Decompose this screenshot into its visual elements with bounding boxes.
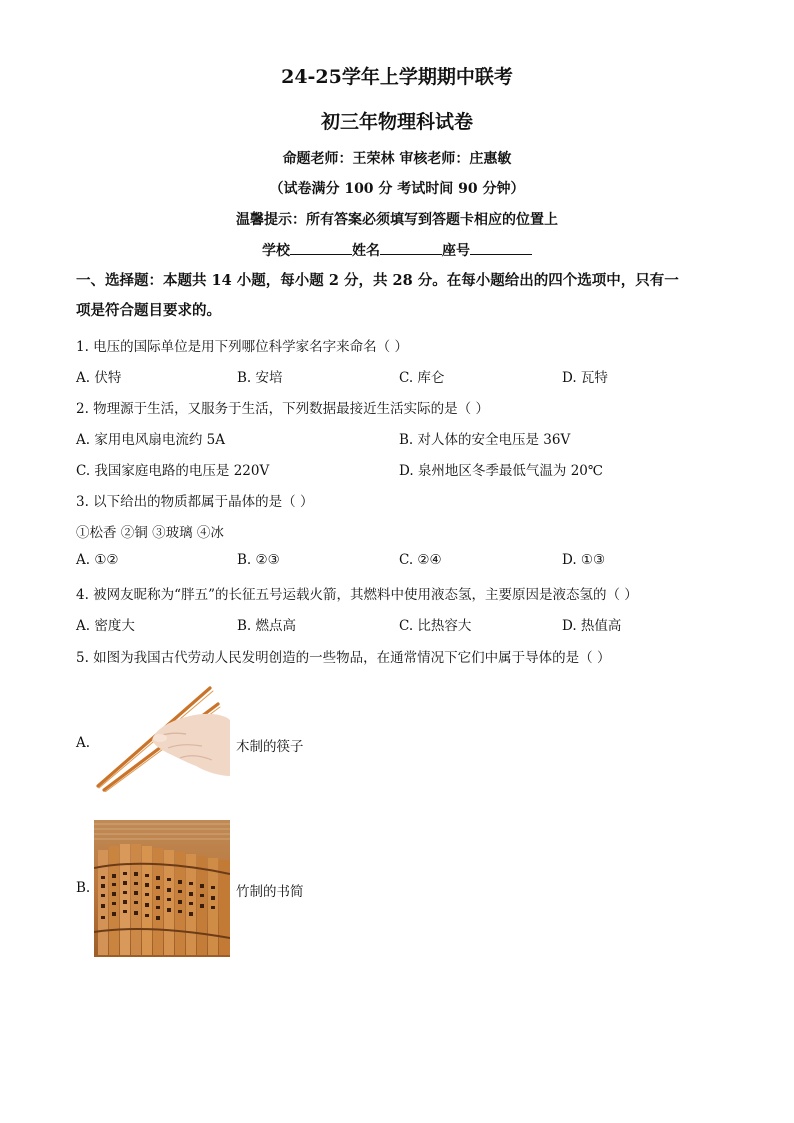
exam-title: 24-25学年上学期期中联考 [281,66,513,88]
name-blank[interactable] [380,240,442,255]
q4-option-a: A. 密度大 [76,618,135,634]
section-heading [76,266,726,326]
q1-option-b: B. 安培 [237,370,283,386]
name-label: 姓名 [352,243,380,259]
q5-option-a-letter: A. [76,735,91,751]
q3-option-a: A. ①② [76,552,119,568]
q2-option-a: A. 家用电风扇电流约 5A [76,432,225,448]
q5-option-a-caption: 木制的筷子 [236,739,304,755]
question-4-stem: 4. 被网友昵称为“胖五”的长征五号运载火箭，其燃料中使用液态氢，主要原因是液态氢的（ ） [76,587,638,603]
question-3-materials: ①松香 ②铜 ③玻璃 ④冰 [76,525,224,541]
q5-option-b-caption: 竹制的书简 [236,884,304,900]
section-heading-line1: 一、选择题：本题共 14 小题，每小题 2 分，共 28 分。在每小题给出的四个选项中，只有一 [76,272,679,289]
q2-option-d: D. 泉州地区冬季最低气温为 20℃ [399,463,603,479]
student-fields [0,240,794,260]
bamboo-slips-image [94,820,230,957]
chopsticks-illustration [94,686,230,792]
q1-option-c: C. 库仑 [399,370,445,386]
q3-option-d: D. ①③ [562,552,606,568]
school-label: 学校 [262,243,290,259]
q3-option-b: B. ②③ [237,552,280,568]
q5-option-b-letter: B. [76,880,91,896]
q4-option-d: D. 热值高 [562,618,622,634]
exam-authors: 命题老师：王荣林 审核老师：庄惠敏 [282,151,512,167]
q4-option-b: B. 燃点高 [237,618,297,634]
school-blank[interactable] [290,240,352,255]
q2-option-c: C. 我国家庭电路的电压是 220V [76,463,270,479]
section-heading-line2: 项是符合题目要求的。 [76,302,221,319]
q2-option-b: B. 对人体的安全电压是 36V [399,432,571,448]
bamboo-slips-illustration [94,820,230,957]
question-5-stem: 5. 如图为我国古代劳动人民发明创造的一些物品，在通常情况下它们中属于导体的是（ ） [76,650,611,666]
question-3-stem: 3. 以下给出的物质都属于晶体的是（ ） [76,494,314,510]
q1-option-d: D. 瓦特 [562,370,608,386]
exam-tip: 温馨提示：所有答案必须填写到答题卡相应的位置上 [236,212,558,228]
seat-label: 座号 [442,243,470,259]
question-1-stem: 1. 电压的国际单位是用下列哪位科学家名字来命名（ ） [76,339,408,355]
exam-subtitle: 初三年物理科试卷 [320,111,473,133]
chopsticks-image [94,686,230,792]
question-2-stem: 2. 物理源于生活，又服务于生活，下列数据最接近生活实际的是（ ） [76,401,489,417]
exam-info: （试卷满分 100 分 考试时间 90 分钟） [269,181,525,197]
q3-option-c: C. ②④ [399,552,442,568]
q4-option-c: C. 比热容大 [399,618,472,634]
q1-option-a: A. 伏特 [76,370,122,386]
seat-blank[interactable] [470,240,532,255]
